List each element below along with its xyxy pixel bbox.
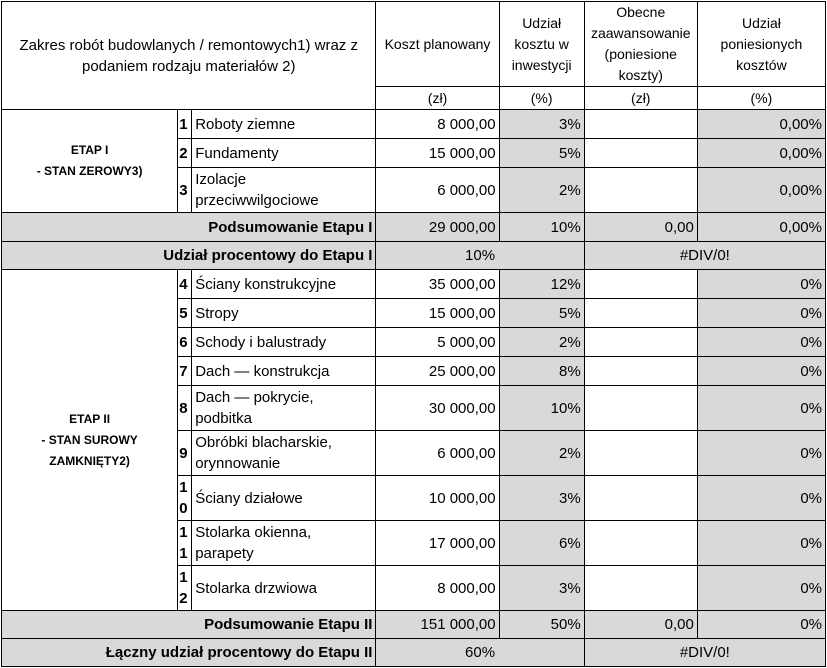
row-share: 12% [499,270,584,299]
row-progress[interactable] [584,566,697,611]
row-progress[interactable] [584,270,697,299]
stage2-percent-label: Łączny udział procentowy do Etapu II [2,639,376,667]
row-number: 11 [178,521,192,566]
stage2-label: ETAP II - STAN SUROWY ZAMKNIĘTY2) [2,270,178,611]
row-number: 5 [178,299,192,328]
row-cost[interactable]: 6 000,00 [376,431,499,476]
row-share: 3% [499,110,584,139]
row-cost[interactable]: 25 000,00 [376,357,499,386]
stage1-summary-cost: 29 000,00 [376,213,499,242]
row-cost[interactable]: 10 000,00 [376,476,499,521]
stage1-summary-row [2,213,826,242]
stage1-summary-progress: 0,00 [584,213,697,242]
row-share: 2% [499,328,584,357]
header-planned-cost: Koszt planowany [376,2,499,87]
row-number: 4 [178,270,192,299]
row-share: 5% [499,299,584,328]
row-name[interactable]: Stolarka okienna, parapety [192,521,376,566]
row-number: 7 [178,357,192,386]
row-incurred: 0% [697,566,825,611]
row-progress[interactable] [584,476,697,521]
row-number: 6 [178,328,192,357]
stage2-summary-progress: 0,00 [584,611,697,639]
row-cost[interactable]: 8 000,00 [376,566,499,611]
row-cost[interactable]: 15 000,00 [376,299,499,328]
row-name[interactable]: Obróbki blacharskie, orynnowanie [192,431,376,476]
row-progress[interactable] [584,299,697,328]
row-name[interactable]: Ściany działowe [192,476,376,521]
row-cost[interactable]: 17 000,00 [376,521,499,566]
row-cost[interactable]: 6 000,00 [376,168,499,213]
row-progress[interactable] [584,521,697,566]
stage1-percent-planned: 10% [376,242,584,270]
unit-planned: (zł) [376,87,499,110]
row-share: 3% [499,476,584,521]
stage2-summary-label: Podsumowanie Etapu II [2,611,376,639]
row-incurred: 0% [697,270,825,299]
row-share: 10% [499,386,584,431]
row-name[interactable]: Dach — pokrycie, podbitka [192,386,376,431]
row-name[interactable]: Schody i balustrady [192,328,376,357]
stage1-percent-row [2,242,826,270]
row-progress[interactable] [584,168,697,213]
row-cost[interactable]: 5 000,00 [376,328,499,357]
stage2-percent-planned: 60% [376,639,584,667]
cost-table [1,1,826,667]
unit-incurred: (%) [697,87,825,110]
row-number: 1 [178,110,192,139]
row-name[interactable]: Roboty ziemne [192,110,376,139]
row-progress[interactable] [584,110,697,139]
row-share: 8% [499,357,584,386]
stage2-summary-cost: 151 000,00 [376,611,499,639]
row-progress[interactable] [584,139,697,168]
row-number: 10 [178,476,192,521]
row-name[interactable]: Fundamenty [192,139,376,168]
unit-share: (%) [499,87,584,110]
header-progress: Obecne zaawansowanie (poniesione koszty) [584,2,697,87]
row-incurred: 0% [697,431,825,476]
stage2-percent-row [2,639,826,667]
stage2-summary-row [2,611,826,639]
header-cost-share: Udział kosztu w inwestycji [499,2,584,87]
row-progress[interactable] [584,357,697,386]
row-incurred: 0% [697,299,825,328]
row-cost[interactable]: 35 000,00 [376,270,499,299]
row-incurred: 0% [697,521,825,566]
stage1-label: ETAP I - STAN ZEROWY3) [2,110,178,213]
header-incurred-share: Udział poniesionych kosztów [697,2,825,87]
row-progress[interactable] [584,431,697,476]
row-number: 2 [178,139,192,168]
row-name[interactable]: Stropy [192,299,376,328]
header-scope: Zakres robót budowlanych / remontowych1) wraz z podaniem rodzaju materiałów 2) [2,2,376,110]
stage2-percent-actual: #DIV/0! [584,639,825,667]
stage1-percent-label: Udział procentowy do Etapu I [2,242,376,270]
stage1-summary-label: Podsumowanie Etapu I [2,213,376,242]
row-incurred: 0% [697,476,825,521]
row-share: 2% [499,168,584,213]
row-number: 12 [178,566,192,611]
stage1-summary-share: 10% [499,213,584,242]
row-progress[interactable] [584,386,697,431]
row-number: 9 [178,431,192,476]
row-incurred: 0,00% [697,139,825,168]
stage1-percent-actual: #DIV/0! [584,242,825,270]
row-incurred: 0% [697,328,825,357]
stage1-summary-incurred: 0,00% [697,213,825,242]
row-share: 5% [499,139,584,168]
row-number: 3 [178,168,192,213]
row-share: 2% [499,431,584,476]
row-incurred: 0,00% [697,168,825,213]
row-incurred: 0,00% [697,110,825,139]
stage2-summary-share: 50% [499,611,584,639]
row-incurred: 0% [697,386,825,431]
row-cost[interactable]: 8 000,00 [376,110,499,139]
row-cost[interactable]: 15 000,00 [376,139,499,168]
unit-progress: (zł) [584,87,697,110]
row-name[interactable]: Izolacje przeciwwilgociowe [192,168,376,213]
row-name[interactable]: Dach — konstrukcja [192,357,376,386]
row-progress[interactable] [584,328,697,357]
row-name[interactable]: Ściany konstrukcyjne [192,270,376,299]
row-share: 6% [499,521,584,566]
table-row [2,270,826,299]
row-name[interactable]: Stolarka drzwiowa [192,566,376,611]
row-incurred: 0% [697,357,825,386]
table-row [2,110,826,139]
stage2-summary-incurred: 0% [697,611,825,639]
row-share: 3% [499,566,584,611]
row-number: 8 [178,386,192,431]
row-cost[interactable]: 30 000,00 [376,386,499,431]
